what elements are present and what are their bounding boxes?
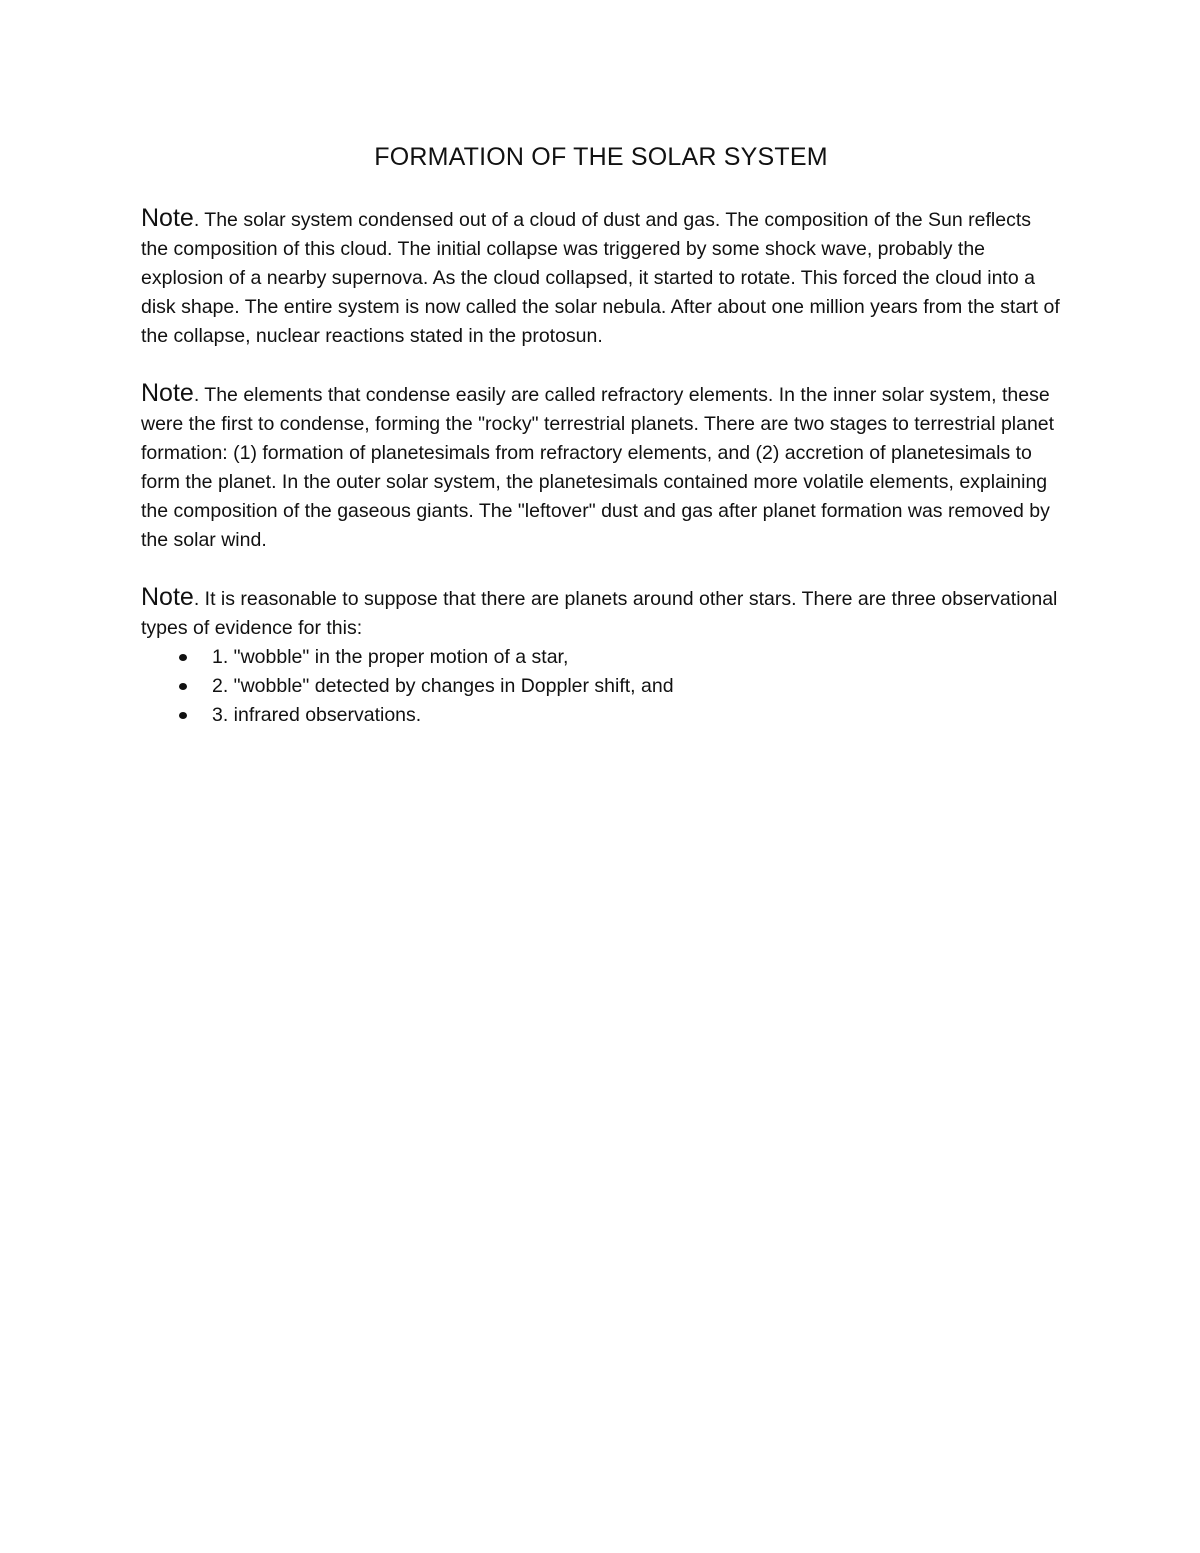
- bullet-icon: [179, 712, 187, 719]
- list-item: [177, 701, 1061, 730]
- list-item: [177, 643, 1061, 672]
- bullet-icon: [179, 683, 187, 690]
- note-paragraph-1: [141, 204, 1061, 351]
- note-text: . It is reasonable to suppose that there are planets around other stars. There are three observational types of evidence for this:: [141, 588, 1058, 639]
- note-label: Note: [141, 583, 194, 611]
- note-text: . The solar system condensed out of a cloud of dust and gas. The composition of the Sun reflects the composition of this cloud. The initial collapse was triggered by some shock wave, probably the explosion of a nearby supernova. As the cloud collapsed, it started to rotate. This forced the cloud into a disk shape. The entire system is now called the solar nebula. After about one million years from the start of the collapse, nuclear reactions stated in the protosun.: [141, 209, 1060, 347]
- note-paragraph-3: [141, 583, 1061, 643]
- note-paragraph-2: [141, 379, 1061, 555]
- note-label: Note: [141, 204, 194, 232]
- document-page: [141, 140, 1061, 730]
- list-item: [177, 672, 1061, 701]
- list-item-text: 2. "wobble" detected by changes in Doppler shift, and: [212, 675, 674, 697]
- document-title: FORMATION OF THE SOLAR SYSTEM: [374, 143, 828, 171]
- bullet-icon: [179, 654, 187, 661]
- note-label: Note: [141, 379, 194, 407]
- list-item-text: 1. "wobble" in the proper motion of a star,: [212, 646, 569, 668]
- evidence-list: [141, 643, 1061, 730]
- list-item-text: 3. infrared observations.: [212, 704, 422, 726]
- note-text: . The elements that condense easily are called refractory elements. In the inner solar system, these were the first to condense, forming the "rocky" terrestrial planets. There are two stages to terrestrial planet formation: (1) formation of planetesimals from refractory elements, and (2) accretion of planetesimals to form the planet. In the outer solar system, the planetesimals contained more volatile elements, explaining the composition of the gaseous giants. The "leftover" dust and gas after planet formation was removed by the solar wind.: [141, 384, 1055, 551]
